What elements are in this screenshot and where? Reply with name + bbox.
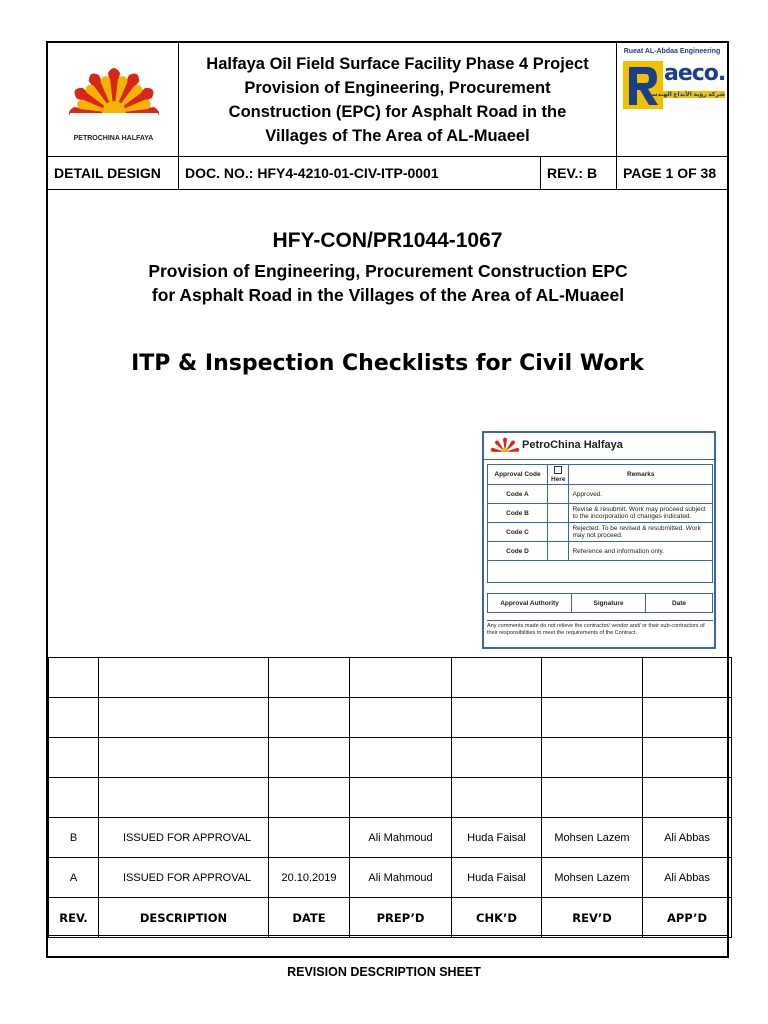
column-header: PREP’D — [350, 898, 452, 938]
sheet-caption: REVISION DESCRIPTION SHEET — [287, 965, 481, 979]
revision-cell — [452, 658, 542, 698]
revision-cell — [643, 738, 732, 778]
stamp-blank-row — [488, 561, 713, 583]
revision-cell — [542, 738, 643, 778]
page-count: PAGE 1 OF 38 — [623, 165, 717, 181]
petrochina-logo-text: PETROCHINA HALFAYA — [73, 135, 154, 142]
petrochina-logo — [48, 43, 179, 156]
stamp-remark: Revise & resubmit. Work may proceed subject to the incorporation of changes indicated. — [569, 504, 713, 523]
revision-cell — [452, 778, 542, 818]
stamp-authority-cell: Approval Authority — [488, 594, 572, 613]
stamp-code: Code B — [488, 504, 548, 523]
revision-cell — [452, 738, 542, 778]
document-number: DOC. NO.: HFY4-4210-01-CIV-ITP-0001 — [179, 157, 541, 189]
project-title-line: Construction (EPC) for Asphalt Road in the — [228, 102, 567, 121]
project-title-line: Provision of Engineering, Procurement — [244, 78, 551, 97]
raeco-top-text: Rueat AL-Abdaa Engineering — [623, 48, 721, 55]
revision-cell: 20.10.2019 — [269, 858, 350, 898]
column-header: REV. — [49, 898, 99, 938]
document-frame — [46, 41, 729, 958]
stamp-check-cell[interactable] — [548, 542, 569, 561]
revision-cell — [542, 658, 643, 698]
contract-code: HFY-CON/PR1044-1067 — [272, 229, 503, 252]
revision-cell: Mohsen Lazem — [542, 818, 643, 858]
revision-cell — [350, 778, 452, 818]
checkbox-icon — [554, 466, 562, 474]
revision-cell — [269, 818, 350, 858]
revision-cell: Ali Abbas — [643, 818, 732, 858]
revision-cell: ISSUED FOR APPROVAL — [99, 818, 269, 858]
contract-subtitle-line: for Asphalt Road in the Villages of the Area of AL-Muaeel — [151, 285, 625, 305]
raeco-brand-text: aeco. — [664, 61, 726, 86]
revision-cell — [350, 698, 452, 738]
stamp-remark: Reference and information only. — [569, 542, 713, 561]
revision-cell — [49, 738, 99, 778]
table-row — [49, 818, 732, 858]
revision-cell: B — [49, 818, 99, 858]
stamp-header-cell: Approval Code — [488, 465, 548, 485]
revision-cell — [49, 658, 99, 698]
revision-cell — [643, 698, 732, 738]
stamp-authority-table — [487, 593, 713, 613]
revision-cell — [49, 778, 99, 818]
stamp-check-cell[interactable] — [548, 504, 569, 523]
stamp-check-cell[interactable] — [548, 523, 569, 542]
raeco-logo — [617, 43, 727, 156]
revision-table — [48, 657, 732, 938]
revision-cell — [99, 698, 269, 738]
column-header: CHK’D — [452, 898, 542, 938]
stamp-remark: Rejected. To be revised & resubmitted. Work may not proceed. — [569, 523, 713, 542]
stamp-here-label: Here — [551, 476, 566, 483]
revision-cell — [269, 658, 350, 698]
revision-cell — [542, 698, 643, 738]
contract-subtitle-line: Provision of Engineering, Procurement Construction EPC — [148, 261, 628, 281]
stamp-header — [484, 433, 714, 460]
revision-cell — [99, 738, 269, 778]
revision-cell: Ali Mahmoud — [350, 818, 452, 858]
revision-cell — [350, 658, 452, 698]
contract-subtitle — [68, 259, 708, 307]
revision-cell: Ali Abbas — [643, 858, 732, 898]
stamp-company-name: PetroChina Halfaya — [522, 439, 623, 451]
petrochina-emblem-icon — [48, 51, 179, 141]
stamp-check-cell[interactable] — [548, 485, 569, 504]
column-header: DATE — [269, 898, 350, 938]
project-title — [179, 43, 617, 156]
revision-cell: A — [49, 858, 99, 898]
revision-label: REV.: B — [541, 157, 617, 189]
revision-cell — [269, 698, 350, 738]
stamp-header-cell: Remarks — [569, 465, 713, 485]
revision-cell: Mohsen Lazem — [542, 858, 643, 898]
revision-cell — [452, 698, 542, 738]
stamp-authority-cell: Date — [646, 594, 713, 613]
stamp-header-cell — [548, 465, 569, 485]
approval-stamp — [482, 431, 716, 649]
stamp-code: Code D — [488, 542, 548, 561]
revision-cell — [643, 658, 732, 698]
project-title-line: Villages of The Area of AL-Muaeel — [265, 126, 530, 145]
stamp-note: Any comments made do not relieve the contractor/ vendor and/ or their sub-contractors of their responsibilities to meet the requirements of the Contract. — [487, 620, 713, 637]
project-title-line: Halfaya Oil Field Surface Facility Phase 4 Project — [206, 54, 589, 73]
column-header: DESCRIPTION — [99, 898, 269, 938]
revision-cell — [49, 698, 99, 738]
table-row — [49, 738, 732, 778]
column-header: APP’D — [643, 898, 732, 938]
document-info-row — [48, 156, 727, 190]
revision-cell — [99, 778, 269, 818]
petrochina-small-icon — [492, 436, 518, 456]
revision-cell — [542, 778, 643, 818]
raeco-r-icon — [621, 59, 665, 111]
design-stage: DETAIL DESIGN — [48, 157, 179, 189]
revision-cell: Huda Faisal — [452, 818, 542, 858]
table-row — [49, 858, 732, 898]
table-header-row — [49, 898, 732, 938]
stamp-code: Code C — [488, 523, 548, 542]
revision-cell — [643, 778, 732, 818]
itp-title: ITP & Inspection Checklists for Civil Work — [131, 351, 644, 376]
column-header: REV’D — [542, 898, 643, 938]
revision-cell: Ali Mahmoud — [350, 858, 452, 898]
revision-cell — [350, 738, 452, 778]
table-row — [49, 698, 732, 738]
revision-cell: Huda Faisal — [452, 858, 542, 898]
table-row — [49, 658, 732, 698]
raeco-arabic-text: شركة رؤية الأبداع الهندسي — [645, 92, 725, 98]
revision-cell — [99, 658, 269, 698]
revision-cell — [269, 738, 350, 778]
table-row — [49, 778, 732, 818]
blank-bottom-row — [48, 935, 727, 959]
revision-cell: ISSUED FOR APPROVAL — [99, 858, 269, 898]
stamp-authority-cell: Signature — [572, 594, 646, 613]
stamp-remark: Approved. — [569, 485, 713, 504]
stamp-table — [487, 464, 713, 583]
stamp-code: Code A — [488, 485, 548, 504]
revision-cell — [269, 778, 350, 818]
